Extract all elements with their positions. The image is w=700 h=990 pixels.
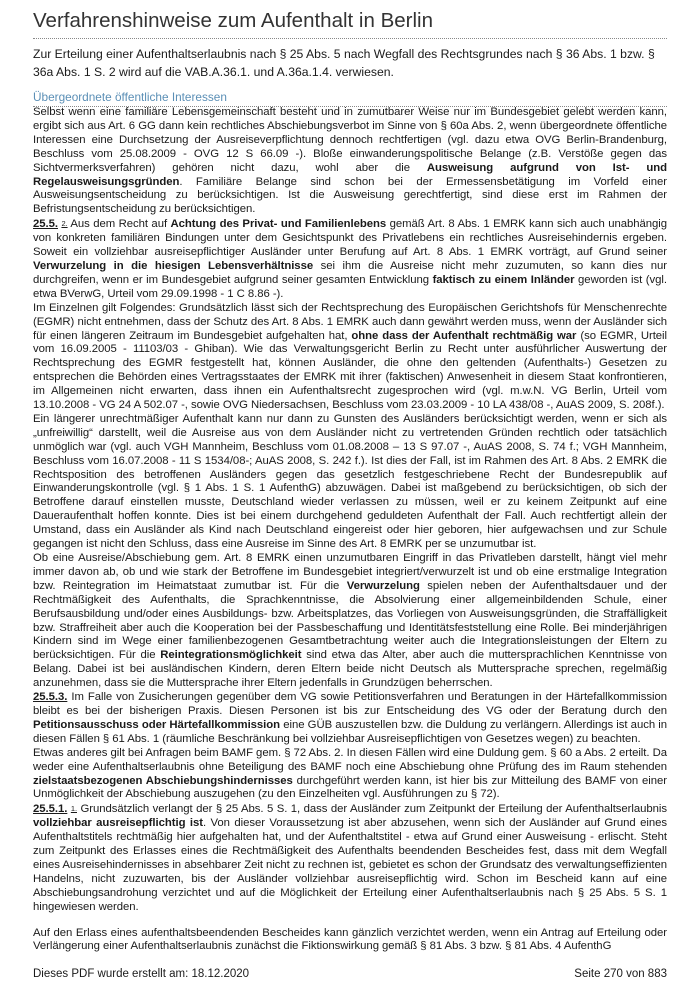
paragraph-4 <box>33 413 667 552</box>
intro-paragraph: Zur Erteilung einer Aufenthaltserlaubnis nach § 25 Abs. 5 nach Wegfall des Rechtsgrundes nach § 36 Abs. 1 bzw. § 36a Abs. 1 S. 2 wird auf die VAB.A.36.1. und A.36a.1.4. verwiesen. <box>33 47 655 79</box>
text: Selbst wenn eine familiäre Lebensgemeinschaft besteht und in zumutbarer Weise nur im Bundesgebiet gelebt werden kann, ergibt sich aus Art. 6 GG dann kein rechtliches Abschiebungsverbot im Sinne von § 60a Abs. 2, wenn übergeordnete öffentliche Interessen eine Durchsetzung der Ausreiseverpflichtung dennoch rechtfertigen (vgl. dazu etwa OVG Berlin-Brandenburg, Beschluss vom 25.08.2009 - OVG 12 S 66.09 -). Bloße einwanderungspolitische Belange (z.B. Verstöße gegen das Sichtvermerksverfahren) gehören nicht dazu, wohl aber die <box>33 106 667 174</box>
text: Etwas anderes gilt bei Anfragen beim BAMF gem. § 72 Abs. 2. In diesen Fällen wird eine Duldung gem. § 60 a Abs. 2 erteilt. Da weder eine Aufenthaltserlaubnis ohne Beteiligung des BAMF noch eine Abschiebung ohne Prüfung des im Raum stehenden <box>33 746 667 773</box>
text: Ein längerer unrechtmäßiger Aufenthalt kann nur dann zu Gunsten des Ausländers berücksichtigt werden, wenn er sich als „unfreiwillig“ darstellt, weil die Ausreise aus von dem Ausländer nicht zu vertretenden Gründen rechtlich oder tatsächlich unmöglich war (vgl. auch VGH Mannheim, Beschluss vom 01.08.2008 – 13 S 97.07 -, AuAS 2008, S. 74 f.; VGH Mannheim, Beschluss vom 16.07.2008 - 11 S 1534/08-; AuAS 2008, S. 242 f.). Ist dies der Fall, ist im Rahmen des Art. 8 Abs. 2 EMRK die Rechtsposition des betroffenen Ausländers gegen das gesetzlich festgeschriebene Recht der Bundesrepublik auf Einwanderungskontrolle (vgl. § 1 Abs. 1 S. 1 AufenthG) abzuwägen. Dabei ist maßgebend zu berücksichtigen, ob sich der Betroffene darauf einstellen musste, Deutschland wieder verlassen zu müssen, weil er zu keinem Zeitpunkt auf eine Daueraufenthalt hoffen konnte. Dies ist bei einem durchgehend geduldeten Aufenthalt der Fall. Auch rechtfertigt allein der Umstand, dass ein Ausländer als Kind nach Deutschland eingereist oder hier geboren, hier aufgewachsen und zur Schule gegangen ist nicht den Schluss, dass eine Ausreise im Sinne des Art. 8 EMRK per se unzumutbar ist. <box>33 412 667 551</box>
text: gemäß Art. 8 Abs. 1 EMRK kann sich auch unabhängig von konkreten familiären Bindungen unter dem Gesichtspunkt des Privatlebens ein rechtliches Ausreisehindernis ergeben. Soweit ein vollziehbar ausreisepflichtiger Ausländer unter Berufung auf Art. 8 Abs. 1 EMRK vorträgt, auf Grund seiner <box>33 218 668 259</box>
text: . Von dieser Voraussetzung ist aber abzusehen, wenn sich der Ausländer auf Grund eines Aufenthaltstitels rechtmäßig hier aufgehalten hat, und der Aufenthaltstitel - etwa auf Grund einer Ausweisung - erlischt. Steht zum Zeitpunkt des Erlasses eines die Rechtmäßigkeit des Aufenthalts beendenden Bescheides fest, dass mit dem Wegfall eines Ausreisehindernisses in absehbarer Zeit nicht zu rechnen ist, gebietet es schon der Grundsatz des verwaltungseffizienten Handelns, nicht zuzuwarten, bis der Ausländer vollziehbar ausreisepflichtig wird. Schon im Bescheid kann auf eine Abschiebungsandrohung verzichtet und auf die Möglichkeit der Erteilung einer Aufenthaltserlaubnis nach § 25 Abs. 5 S. 1 hingewiesen werden. <box>33 817 667 913</box>
text: geworden ist (vgl. etwa BVerwG, Urteil vom 29.09.1998 - 1 C 8.86 -). <box>33 273 667 300</box>
bold-text: faktisch zu einem Inländer <box>432 273 575 286</box>
text: Im Falle von Zusicherungen gegenüber dem VG sowie Petitionsverfahren und Beratungen in der Härtefallkommission bleibt es bei der bisherigen Praxis. Diesen Personen ist bis zur Entscheidung des VG oder der Beratung durch den <box>33 691 667 717</box>
bold-text: vollziehbar ausreisepflichtig ist <box>33 817 203 830</box>
section-body <box>33 106 667 954</box>
bold-text: Reintegrationsmöglichkeit <box>160 649 302 662</box>
subsection-number: 1. <box>70 804 77 814</box>
paragraph-25-5-3 <box>33 691 667 747</box>
paragraph-1 <box>33 106 667 217</box>
subsection-number: 2. <box>61 219 68 229</box>
paragraph-9 <box>33 927 667 955</box>
text: Aus dem Recht auf <box>67 218 171 231</box>
paragraph-3 <box>33 302 667 413</box>
footer-created-date: Dieses PDF wurde erstellt am: 18.12.2020 <box>33 968 250 980</box>
bold-text: Ausweisung aufgrund von Ist- und Regelausweisungsgründen <box>33 161 668 188</box>
bold-text: Achtung des Privat- und Familienlebens <box>170 218 387 231</box>
text: Im Einzelnen gilt Folgendes: Grundsätzlich lässt sich der Rechtsprechung des Europäischen Gerichtshofs für Menschenrechte (EGMR) nicht entnehmen, dass der Schutz des Art. 8 Abs. 1 EMRK auch dann gewährt werden muss, wenn der Ausländer sich für einen längeren Zeitraum im Bundesgebiet aufgehalten hat, <box>33 301 667 342</box>
paragraph-25-5-2 <box>33 217 667 301</box>
text: sei ihm die Ausreise nicht mehr zuzumuten, so kann dies nur durchgreifen, wenn er im Bundesgebiet aufgrund seiner gesamten Entwicklung <box>33 259 668 286</box>
bold-text: ohne dass der Aufenthalt rechtmäßig war <box>351 329 577 342</box>
text: sind etwa das Alter, aber auch die muttersprachlichen Kenntnisse von Belang. Dabei ist bei ausländischen Kindern, deren Eltern beide nicht Deutsch als Muttersprache sprechen, regelmäßig anzunehmen, dass sie die Muttersprache ihrer Eltern jedenfalls in Grundzügen beherrschen. <box>33 649 667 690</box>
footer-page-number: Seite 270 von 883 <box>574 968 667 980</box>
text: . Familiäre Belange sind schon bei der Ermessensbetätigung im Vorfeld einer Ausweisungsentscheidung zu berücksichtigen. Ist die Ausweisung gerechtfertigt, sind diese erst im Rahmen der Befristungsentscheidung zu berücksichtigen. <box>33 175 667 216</box>
section-heading: Übergeordnete öffentliche Interessen <box>33 90 667 107</box>
section-number: 25.5.1. <box>33 803 68 816</box>
page-title: Verfahrenshinweise zum Aufenthalt in Berlin <box>33 8 667 39</box>
text: Grundsätzlich verlangt der § 25 Abs. 5 S. 1, dass der Ausländer zum Zeitpunkt der Erteilung der Aufenthaltserlaubnis <box>77 803 667 816</box>
paragraph-25-5-1-1 <box>33 802 667 914</box>
section-number: 25.5.3. <box>33 691 68 704</box>
bold-text: zielstaatsbezogenen Abschiebungshindernisses <box>33 774 293 787</box>
text: (so EGMR, Urteil vom 16.09.2005 - 11103/03 - Ghiban). Wie das Verwaltungsgericht Berlin zu Recht unter ausführlicher Auswertung der Rechtsprechung des EGMR festgestellt hat, können Ausländer, die ohne den geltenden (Aufenthalts-) Gesetzen zu entsprechen die Behörden eines Vertragsstaates der EMRK mit ihrer (faktischen) Anwesenheit in diesem Staat konfrontieren, im Allgemeinen nicht erwarten, dass ihnen ein Aufenthaltsrecht zugesprochen wird (vgl. m.w.N. VG Berlin, Urteil vom 13.10.2008 - VG 24 A 502.07 -, sowie OVG Niedersachsen, Beschluss vom 23.03.2009 - 10 LA 438/08 -, AuAS 2009, S. 208f.). <box>33 329 667 412</box>
bold-text: Verwurzelung <box>346 579 420 592</box>
bold-text: Verwurzelung in die hiesigen Lebensverhältnisse <box>33 259 314 272</box>
text: Ob eine Ausreise/Abschiebung gem. Art. 8 EMRK einen unzumutbaren Eingriff in das Privatleben darstellt, hängt viel mehr immer davon ab, ob und wie stark der Betroffene im Bundesgebiet integriert/verwurzelt ist und ob eine erstmalige Integration bzw. Reintegration im Heimatstaat zumutbar ist. Für die <box>33 552 667 592</box>
section-number: 25.5. <box>33 218 58 231</box>
text: eine GÜB auszustellen bzw. die Duldung zu verlängern. Allerdings ist auch in diesen Fällen § 61 Abs. 1 (räumliche Beschränkung bei vollziehbar Ausreisepflichtigen von Gesetzes wegen) zu beachten. <box>33 718 668 745</box>
text: Auf den Erlass eines aufenthaltsbeendenden Bescheides kann gänzlich verzichtet werden, wenn ein Antrag auf Erteilung oder Verlängerung einer Aufenthaltserlaubnis zunächst die Fiktionswirkung gemäß § 81 Abs. 3 bzw. § 81 Abs. 4 AufenthG <box>33 926 667 953</box>
text: durchgeführt werden kann, ist hier bis zur Mitteilung des BAMF von einer Unmöglichkeit der Abschiebung auszugehen (zu den Einzelheiten vgl. Ausführungen zu § 72). <box>33 774 668 801</box>
bold-text: Petitionsausschuss oder Härtefallkommission <box>33 718 281 731</box>
paragraph-7 <box>33 747 667 803</box>
paragraph-5 <box>33 552 667 691</box>
text: spielen neben der Aufenthaltsdauer und der Rechtmäßigkeit des Aufenthalts, die Sprachkenntnisse, die Absolvierung einer allgemeinbildenden Schule, einer Berufsausbildung und/oder eines Ausbildungs- bzw. Arbeitsplatzes, das Vorliegen von Ausweisungsgründen, die Straffälligkeit bzw. Straffreiheit aber auch die Kooperation bei der Passbeschaffung und Identitätsfeststellung eine Rolle. Bei minderjährigen Kindern sind im Wege einer familienbezogenen Gesamtbetrachtung weiter auch die Integrationsleistungen der Eltern zu berücksichtigen. Für die <box>33 579 667 662</box>
